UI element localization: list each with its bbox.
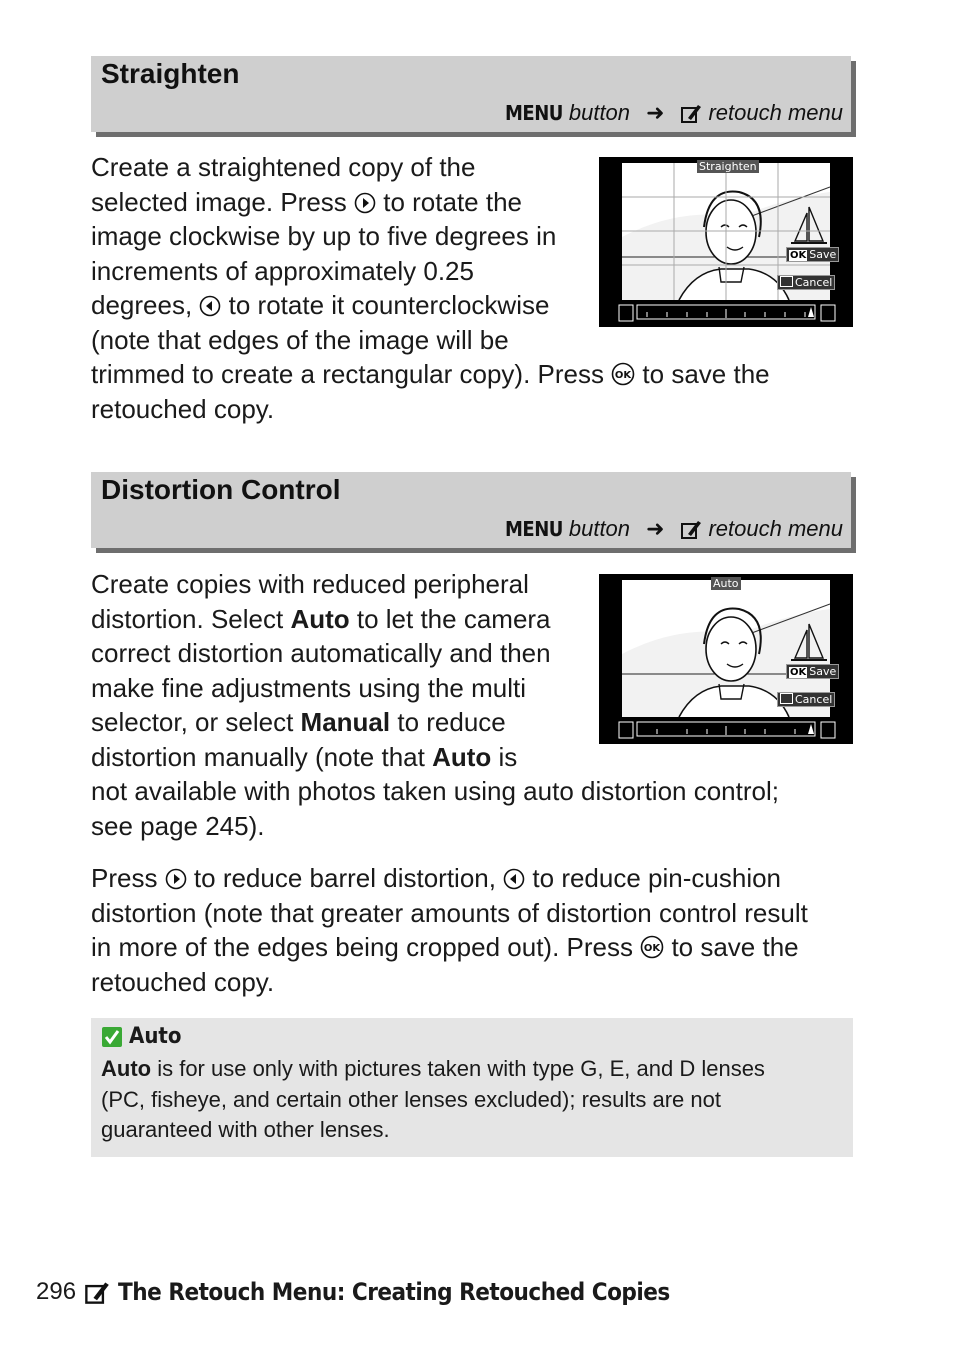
page-number: 296 bbox=[36, 1278, 77, 1305]
text-fragment: to reduce pin-cushion bbox=[525, 863, 782, 893]
ok-button-icon bbox=[640, 935, 664, 959]
distortion-press-instructions bbox=[91, 861, 808, 999]
save-label: Save bbox=[809, 665, 837, 678]
text-line: image clockwise by up to five degrees in bbox=[91, 221, 557, 251]
text-fragment: Press bbox=[91, 863, 165, 893]
retouch-menu-icon bbox=[84, 1279, 110, 1305]
text-line: Create copies with reduced peripheral bbox=[91, 569, 529, 599]
distortion-screen-preview bbox=[599, 574, 853, 744]
text-line: increments of approximately 0.25 bbox=[91, 255, 474, 286]
text-fragment: to rotate the bbox=[376, 186, 522, 217]
text-fragment: is bbox=[491, 741, 518, 772]
footer-chapter-title: The Retouch Menu: Creating Retouched Copies bbox=[118, 1278, 670, 1306]
straighten-header bbox=[91, 56, 851, 132]
button-word: button bbox=[568, 100, 631, 125]
ok-icon: OK bbox=[790, 250, 807, 261]
save-option bbox=[786, 247, 839, 262]
text-fragment: to save the bbox=[664, 932, 799, 962]
option-auto: Auto bbox=[101, 1056, 152, 1081]
text-fragment: is for use only with pictures taken with type G, E, and D lenses bbox=[151, 1056, 765, 1081]
section-title-straighten: Straighten bbox=[101, 58, 240, 89]
note-title bbox=[101, 1024, 181, 1049]
cancel-option bbox=[777, 275, 835, 290]
text-fragment: trimmed to create a rectangular copy). Press bbox=[91, 359, 612, 389]
text-line: (PC, fisheye, and certain other lenses excluded); results are not bbox=[101, 1086, 721, 1112]
multi-selector-left-icon bbox=[199, 295, 221, 317]
text-line: retouched copy. bbox=[91, 393, 275, 424]
save-option bbox=[786, 664, 839, 679]
retouch-menu-icon bbox=[680, 102, 702, 124]
text-line: retouched copy. bbox=[91, 966, 275, 997]
text-line: guaranteed with other lenses. bbox=[101, 1117, 390, 1142]
text-fragment: distortion manually (note that bbox=[91, 741, 433, 772]
text-fragment: to save the bbox=[635, 359, 770, 389]
multi-selector-right-icon bbox=[354, 192, 376, 214]
text-fragment: degrees, bbox=[91, 290, 200, 320]
text-line: not available with photos taken using auto distortion control; bbox=[91, 776, 779, 806]
menu-button-label: MENU bbox=[504, 517, 563, 541]
text-line bbox=[91, 861, 808, 896]
menu-path-straighten bbox=[505, 100, 843, 126]
multi-selector-left-icon bbox=[503, 868, 525, 890]
straighten-illustration bbox=[599, 157, 853, 327]
retouch-menu-label: retouch menu bbox=[708, 100, 843, 125]
screen-label: Auto bbox=[713, 577, 739, 590]
section-title-distortion: Distortion Control bbox=[101, 474, 341, 505]
cancel-option bbox=[777, 692, 835, 707]
text-fragment: to reduce bbox=[390, 707, 506, 737]
svg-text:OK: OK bbox=[644, 943, 661, 954]
option-auto: Auto bbox=[290, 603, 350, 634]
text-line: see page 245). bbox=[91, 810, 265, 841]
distortion-illustration bbox=[599, 574, 853, 744]
menu-path-distortion bbox=[505, 516, 843, 542]
text-fragment: to reduce barrel distortion, bbox=[186, 863, 504, 893]
text-line bbox=[91, 357, 770, 392]
text-line: (note that edges of the image will be bbox=[91, 324, 509, 355]
save-label: Save bbox=[809, 248, 837, 261]
button-word: button bbox=[568, 516, 631, 541]
checkmark-icon bbox=[101, 1026, 123, 1048]
option-manual: Manual bbox=[300, 707, 391, 737]
ok-icon: OK bbox=[790, 667, 807, 678]
text-line bbox=[101, 1054, 841, 1085]
text-fragment: to rotate it counterclockwise bbox=[221, 290, 550, 320]
playback-icon bbox=[780, 276, 793, 287]
auto-note-box bbox=[91, 1018, 853, 1157]
screen-label: Straighten bbox=[699, 160, 757, 173]
text-line bbox=[91, 740, 779, 775]
arrow-icon: ➜ bbox=[646, 516, 665, 541]
cancel-label: Cancel bbox=[795, 276, 833, 289]
multi-selector-right-icon bbox=[165, 868, 187, 890]
text-fragment: to let the camera bbox=[349, 603, 551, 634]
page-footer bbox=[36, 1278, 670, 1306]
straighten-screen-preview bbox=[599, 157, 853, 327]
retouch-menu-icon bbox=[680, 518, 702, 540]
menu-button-label: MENU bbox=[504, 101, 563, 125]
option-auto: Auto bbox=[432, 741, 492, 772]
ok-button-icon bbox=[611, 362, 635, 386]
playback-icon bbox=[780, 693, 793, 704]
cancel-label: Cancel bbox=[795, 693, 833, 706]
text-fragment: selector, or select bbox=[91, 707, 301, 737]
text-line: distortion (note that greater amounts of distortion control result bbox=[91, 897, 808, 928]
text-fragment: in more of the edges being cropped out). Press bbox=[91, 932, 641, 962]
note-title-text: Auto bbox=[129, 1024, 182, 1049]
text-fragment: distortion. Select bbox=[91, 603, 291, 634]
text-line: Create a straightened copy of the bbox=[91, 152, 476, 182]
text-line: make fine adjustments using the multi bbox=[91, 672, 526, 703]
note-body bbox=[101, 1054, 841, 1146]
text-line: correct distortion automatically and then bbox=[91, 638, 551, 668]
retouch-menu-label: retouch menu bbox=[708, 516, 843, 541]
text-line bbox=[91, 930, 808, 965]
svg-text:OK: OK bbox=[615, 370, 632, 381]
text-fragment: selected image. Press bbox=[91, 186, 355, 217]
distortion-header bbox=[91, 472, 851, 548]
arrow-icon: ➜ bbox=[646, 100, 665, 125]
